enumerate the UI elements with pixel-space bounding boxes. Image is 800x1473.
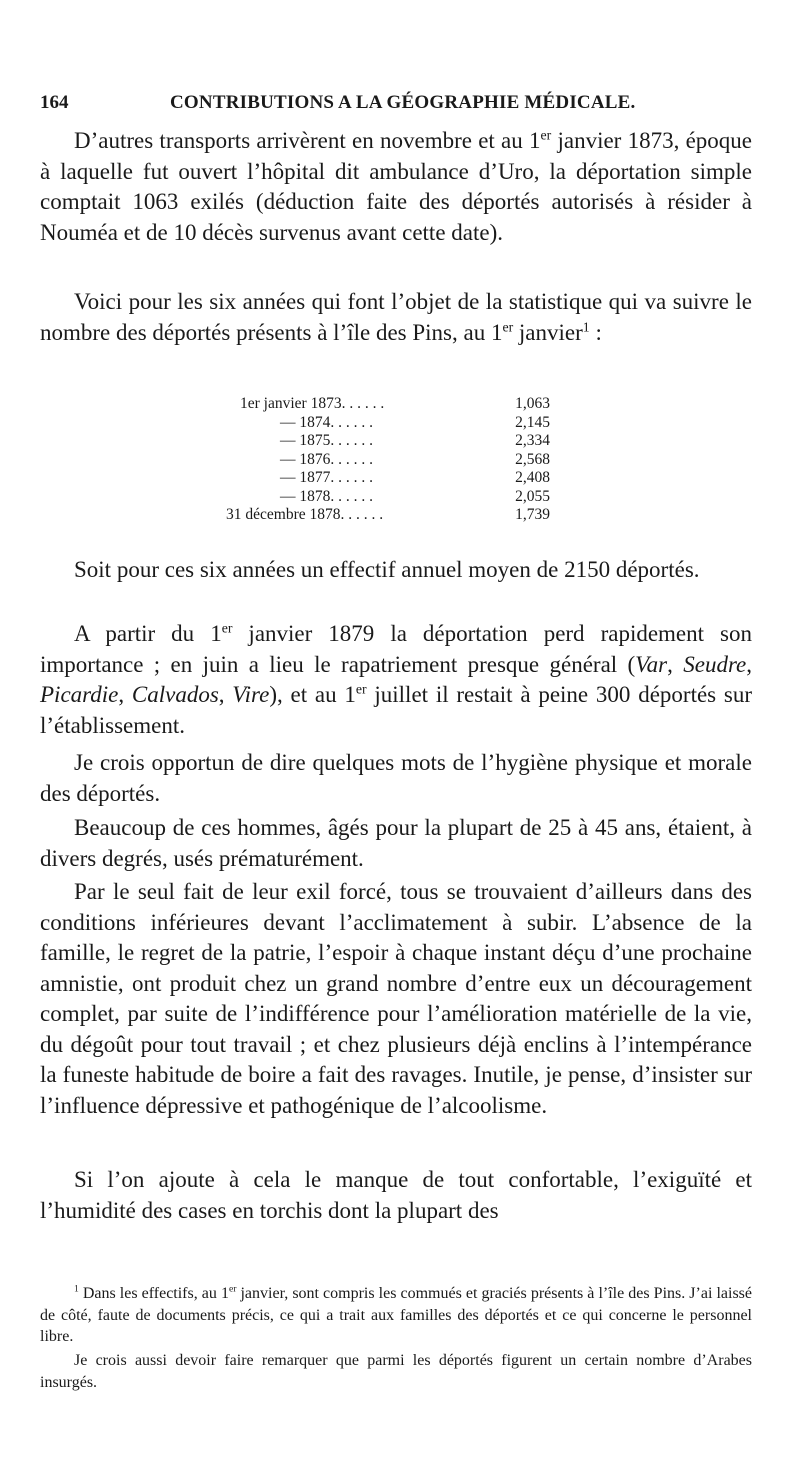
footnote-1: $^1$ Dans les effectifs, au 1er janvier, sont compris les commués et graciés présents à l’île des Pins. J’ai laissé de côté, faute de documents précis, ce qui a trait aux familles des déportés et ce qui concerne le personnel libre. xyxy=(40,1283,753,1345)
paragraph-conditions: Si l’on ajoute à cela le manque de tout confortable, l’exiguïté et l’humidité des cases en torchis dont la plupart des xyxy=(40,1167,752,1223)
ship-name: Picardie xyxy=(40,682,119,707)
paragraph-average: Soit pour ces six années un effectif annuel moyen de 2150 déportés. xyxy=(74,557,700,582)
table-row: — 1877. . . . . . 2,408 xyxy=(280,469,550,486)
table-row: — 1874. . . . . . 2,145 xyxy=(280,413,550,431)
footnote-reference: 1 xyxy=(582,318,590,334)
ship-name: Calvados xyxy=(131,682,219,707)
table-row: — 1878. . . . . . 2,055 xyxy=(280,487,550,505)
paragraph-repatriation: A partir du 1er janvier 1879 la déportation perd rapidement son importance ; en juin a lieu le rapatriement presque général (Var, Seudre, Picardie, Calvados, Vire), et au 1er juillet il restait à peine 300 déportés sur l’établissement. xyxy=(40,620,753,738)
table-row: 31 décembre 1878. . . . . . 1,739 xyxy=(226,506,550,523)
ship-name: Vire xyxy=(232,682,270,707)
paragraph-statistics-intro: Voici pour les six années qui font l’objet de la statistique qui va suivre le nombre des déportés présents à l’île des Pins, au 1er janvier$^1$ : xyxy=(40,289,752,345)
ship-name: Seudre xyxy=(683,651,747,677)
paragraph-exile: Par le seul fait de leur exil forcé, tous se trouvaient d’ailleurs dans des conditions inférieures devant l’acclimatement à subir. L’absence de la famille, le regret de la patrie, l’espoir à chaque instant déçu d’une prochaine amnistie, ont produit chez un grand nombre d’entre eux un découragement complet, par suite de l’indifférence pour l’amélioration matérielle de la vie, du dégoût pour tout travail ; et chez plusieurs déjà enclins à l’intempérance la funeste habitude de boire a fait des ravages. Inutile, je pense, d’insister sur l’influence dépressive et pathogénique de l’alcoolisme. xyxy=(40,879,752,1118)
paragraph-ages: Beaucoup de ces hommes, âgés pour la plupart de 25 à 45 ans, étaient, à divers degrés, usés prématurément. xyxy=(40,815,752,871)
page-number: 164 xyxy=(40,92,69,113)
table-row: 1er janvier 1873. . . . . . 1,063 xyxy=(240,395,550,412)
paragraph-hygiene: Je crois opportun de dire quelques mots de l’hygiène physique et morale des déportés. xyxy=(40,750,752,806)
table-row: — 1876. . . . . . 2,568 xyxy=(280,450,550,468)
deportees-table xyxy=(226,395,600,525)
paragraph-transports: D’autres transports arrivèrent en novembre et au 1er janvier 1873, époque à laquelle fut ouvert l’hôpital dit ambulance d’Uro, la déportation simple comptait 1063 exilés (déduction faite des déportés autorisés à résider à Nouméa et de 10 décès survenus avant cette date). xyxy=(40,127,752,245)
table-row: — 1875. . . . . . 2,334 xyxy=(280,432,550,449)
running-title: CONTRIBUTIONS A LA GÉOGRAPHIE MÉDICALE. xyxy=(170,92,636,113)
page-header xyxy=(40,92,752,122)
ship-name: Var xyxy=(635,651,668,677)
footnote-2: Je crois aussi devoir faire remarquer que parmi les déportés figurent un certain nombre d’Arabes insurgés. xyxy=(40,1352,752,1391)
